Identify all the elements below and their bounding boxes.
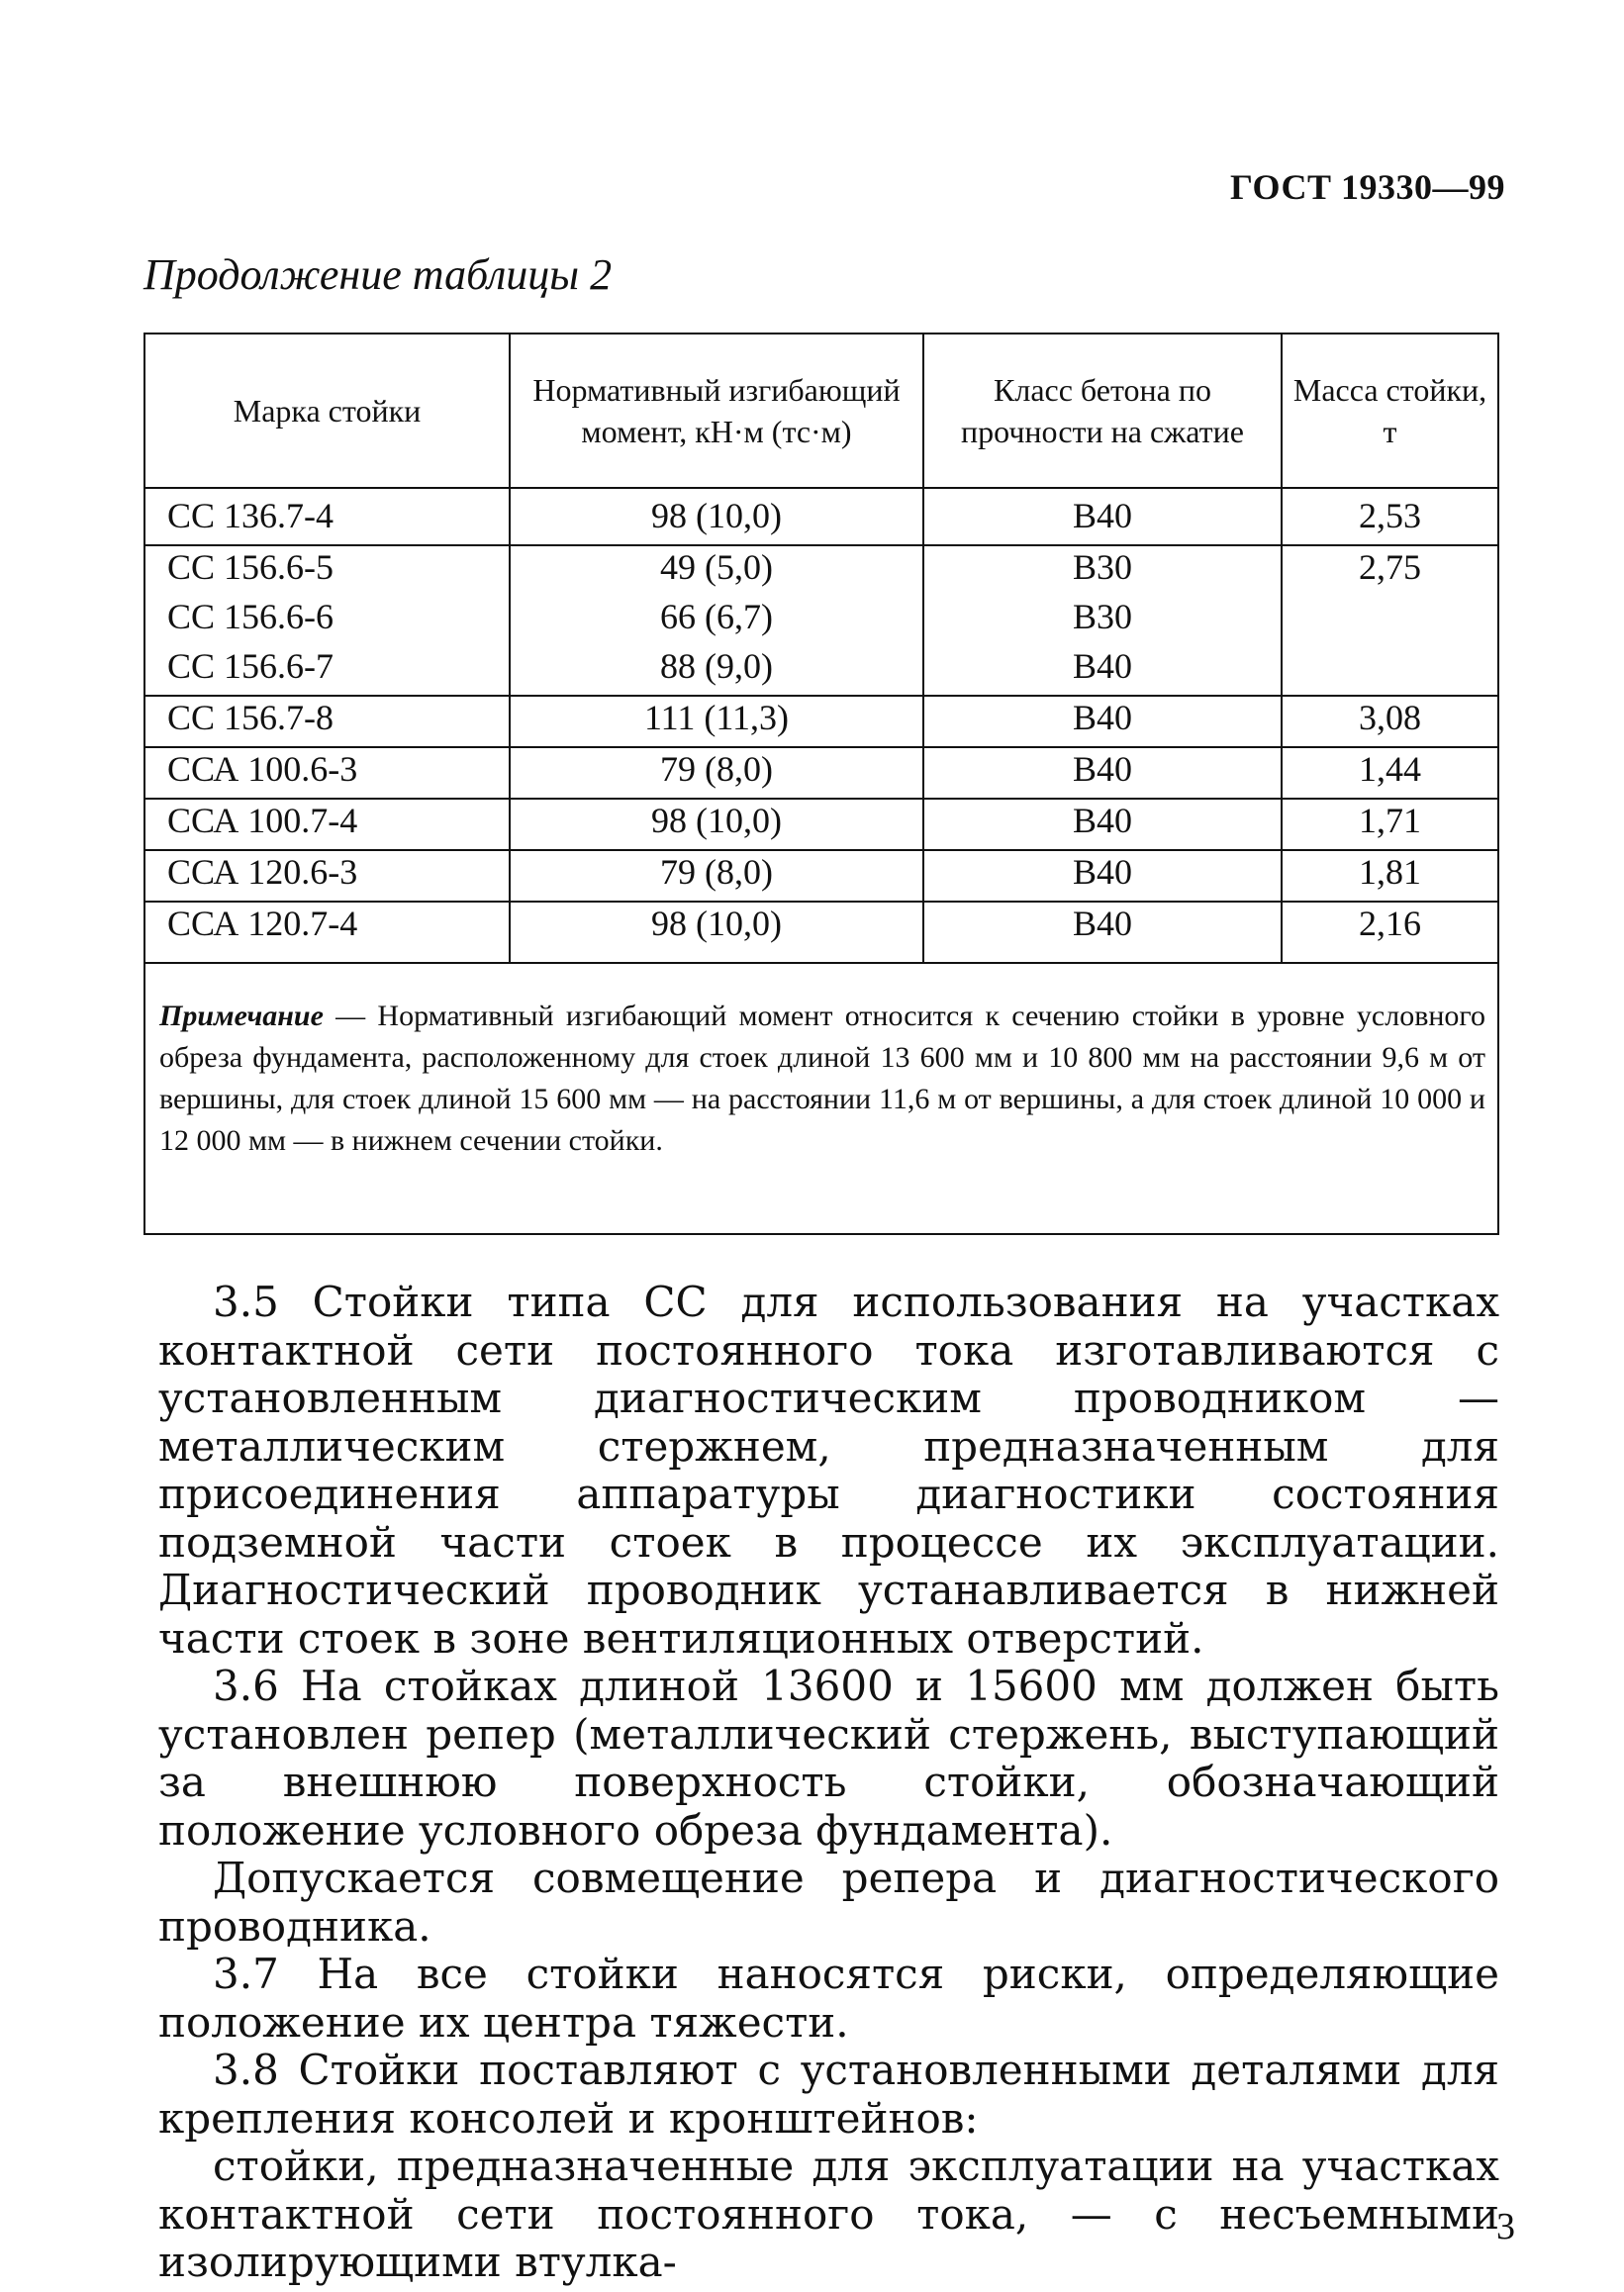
cell-class: В30 [923,545,1282,596]
cell-moment: 79 (8,0) [510,850,923,902]
page-number: 3 [1496,2206,1515,2247]
cell-mass: 2,75 [1282,545,1497,596]
note-text: — Нормативный изгибающий момент относится к сечению стойки в уровне условного обреза фундамента, расположенному для стоек длиной 13 600 мм и 10 800 мм на расстоянии 9,6 м от вершины, для стоек длиной 15 600 мм — на расстоянии 11,6 м от вершины, а для стоек длиной 10 000 и 12 000 мм — в нижнем сечении стойки. [159,1000,1485,1157]
cell-mass [1282,645,1497,696]
spec-table-grid [145,334,1497,964]
cell-class: В40 [923,747,1282,799]
table-row [145,799,1497,850]
body-text [158,1279,1499,2287]
cell-moment: 79 (8,0) [510,747,923,799]
paragraph-3-5: 3.5 Стойки типа СС для использования на участках контактной сети постоянного тока изготавливаются с установленным диагностическим проводником — металлическим стержнем, предназначенным для присоединения аппаратуры диагностики состояния подземной части стоек в процессе их эксплуатации. Диагностический проводник устанавливается в нижней части стоек в зоне вентиляционных отверстий. [158,1278,1499,1663]
table-row [145,902,1497,963]
cell-mark: СС 156.6-5 [145,545,510,596]
cell-mark: ССА 100.6-3 [145,747,510,799]
table-row [145,850,1497,902]
table-note [159,996,1485,1162]
document-code: ГОСТ 19330—99 [1230,167,1505,207]
cell-moment: 88 (9,0) [510,645,923,696]
cell-mass: 2,53 [1282,488,1497,545]
cell-moment: 111 (11,3) [510,696,923,747]
table-row [145,545,1497,596]
column-header-concrete-class: Класс бетона по прочности на сжатие [923,334,1282,488]
cell-mass [1282,596,1497,645]
paragraph-3-6: 3.6 На стойках длиной 13600 и 15600 мм должен быть установлен репер (металлический стержень, выступающий за внешнюю поверхность стойки, обозначающий положение условного обреза фундамента). [158,1662,1499,1855]
cell-mark: СС 156.6-7 [145,645,510,696]
cell-mark: ССА 120.6-3 [145,850,510,902]
cell-moment: 98 (10,0) [510,902,923,963]
table-row [145,488,1497,545]
table-row [145,645,1497,696]
note-label: Примечание [159,1000,324,1032]
cell-class: В40 [923,799,1282,850]
column-header-mark: Марка стойки [145,334,510,488]
paragraph-3-8: 3.8 Стойки поставляют с установленными деталями для крепления консолей и кронштейнов: [158,2046,1499,2143]
cell-mass: 3,08 [1282,696,1497,747]
column-header-mass: Масса стойки, т [1282,334,1497,488]
table-row [145,596,1497,645]
cell-mass: 1,44 [1282,747,1497,799]
column-header-moment: Нормативный изгибающий момент, кН·м (тс·м) [510,334,923,488]
cell-class: В30 [923,596,1282,645]
cell-mass: 1,71 [1282,799,1497,850]
table-header-row [145,334,1497,488]
cell-class: В40 [923,645,1282,696]
paragraph-3-7: 3.7 На все стойки наносятся риски, определяющие положение их центра тяжести. [158,1950,1499,2047]
cell-mass: 1,81 [1282,850,1497,902]
cell-mark: СС 136.7-4 [145,488,510,545]
paragraph-combination: Допускается совмещение репера и диагностического проводника. [158,1854,1499,1951]
cell-moment: 98 (10,0) [510,488,923,545]
cell-mark: ССА 100.7-4 [145,799,510,850]
cell-moment: 98 (10,0) [510,799,923,850]
cell-mark: ССА 120.7-4 [145,902,510,963]
cell-class: В40 [923,850,1282,902]
cell-mark: СС 156.6-6 [145,596,510,645]
cell-mark: СС 156.7-8 [145,696,510,747]
cell-class: В40 [923,902,1282,963]
table-caption: Продолжение таблицы 2 [143,250,613,299]
cell-mass: 2,16 [1282,902,1497,963]
paragraph-3-8-item: стойки, предназначенные для эксплуатации на участках контактной сети постоянного тока, — с несъемными изолирующими втулка- [158,2142,1499,2286]
cell-class: В40 [923,488,1282,545]
cell-moment: 66 (6,7) [510,596,923,645]
table-row [145,747,1497,799]
cell-class: В40 [923,696,1282,747]
cell-moment: 49 (5,0) [510,545,923,596]
table-row [145,696,1497,747]
specification-table [143,333,1499,1235]
